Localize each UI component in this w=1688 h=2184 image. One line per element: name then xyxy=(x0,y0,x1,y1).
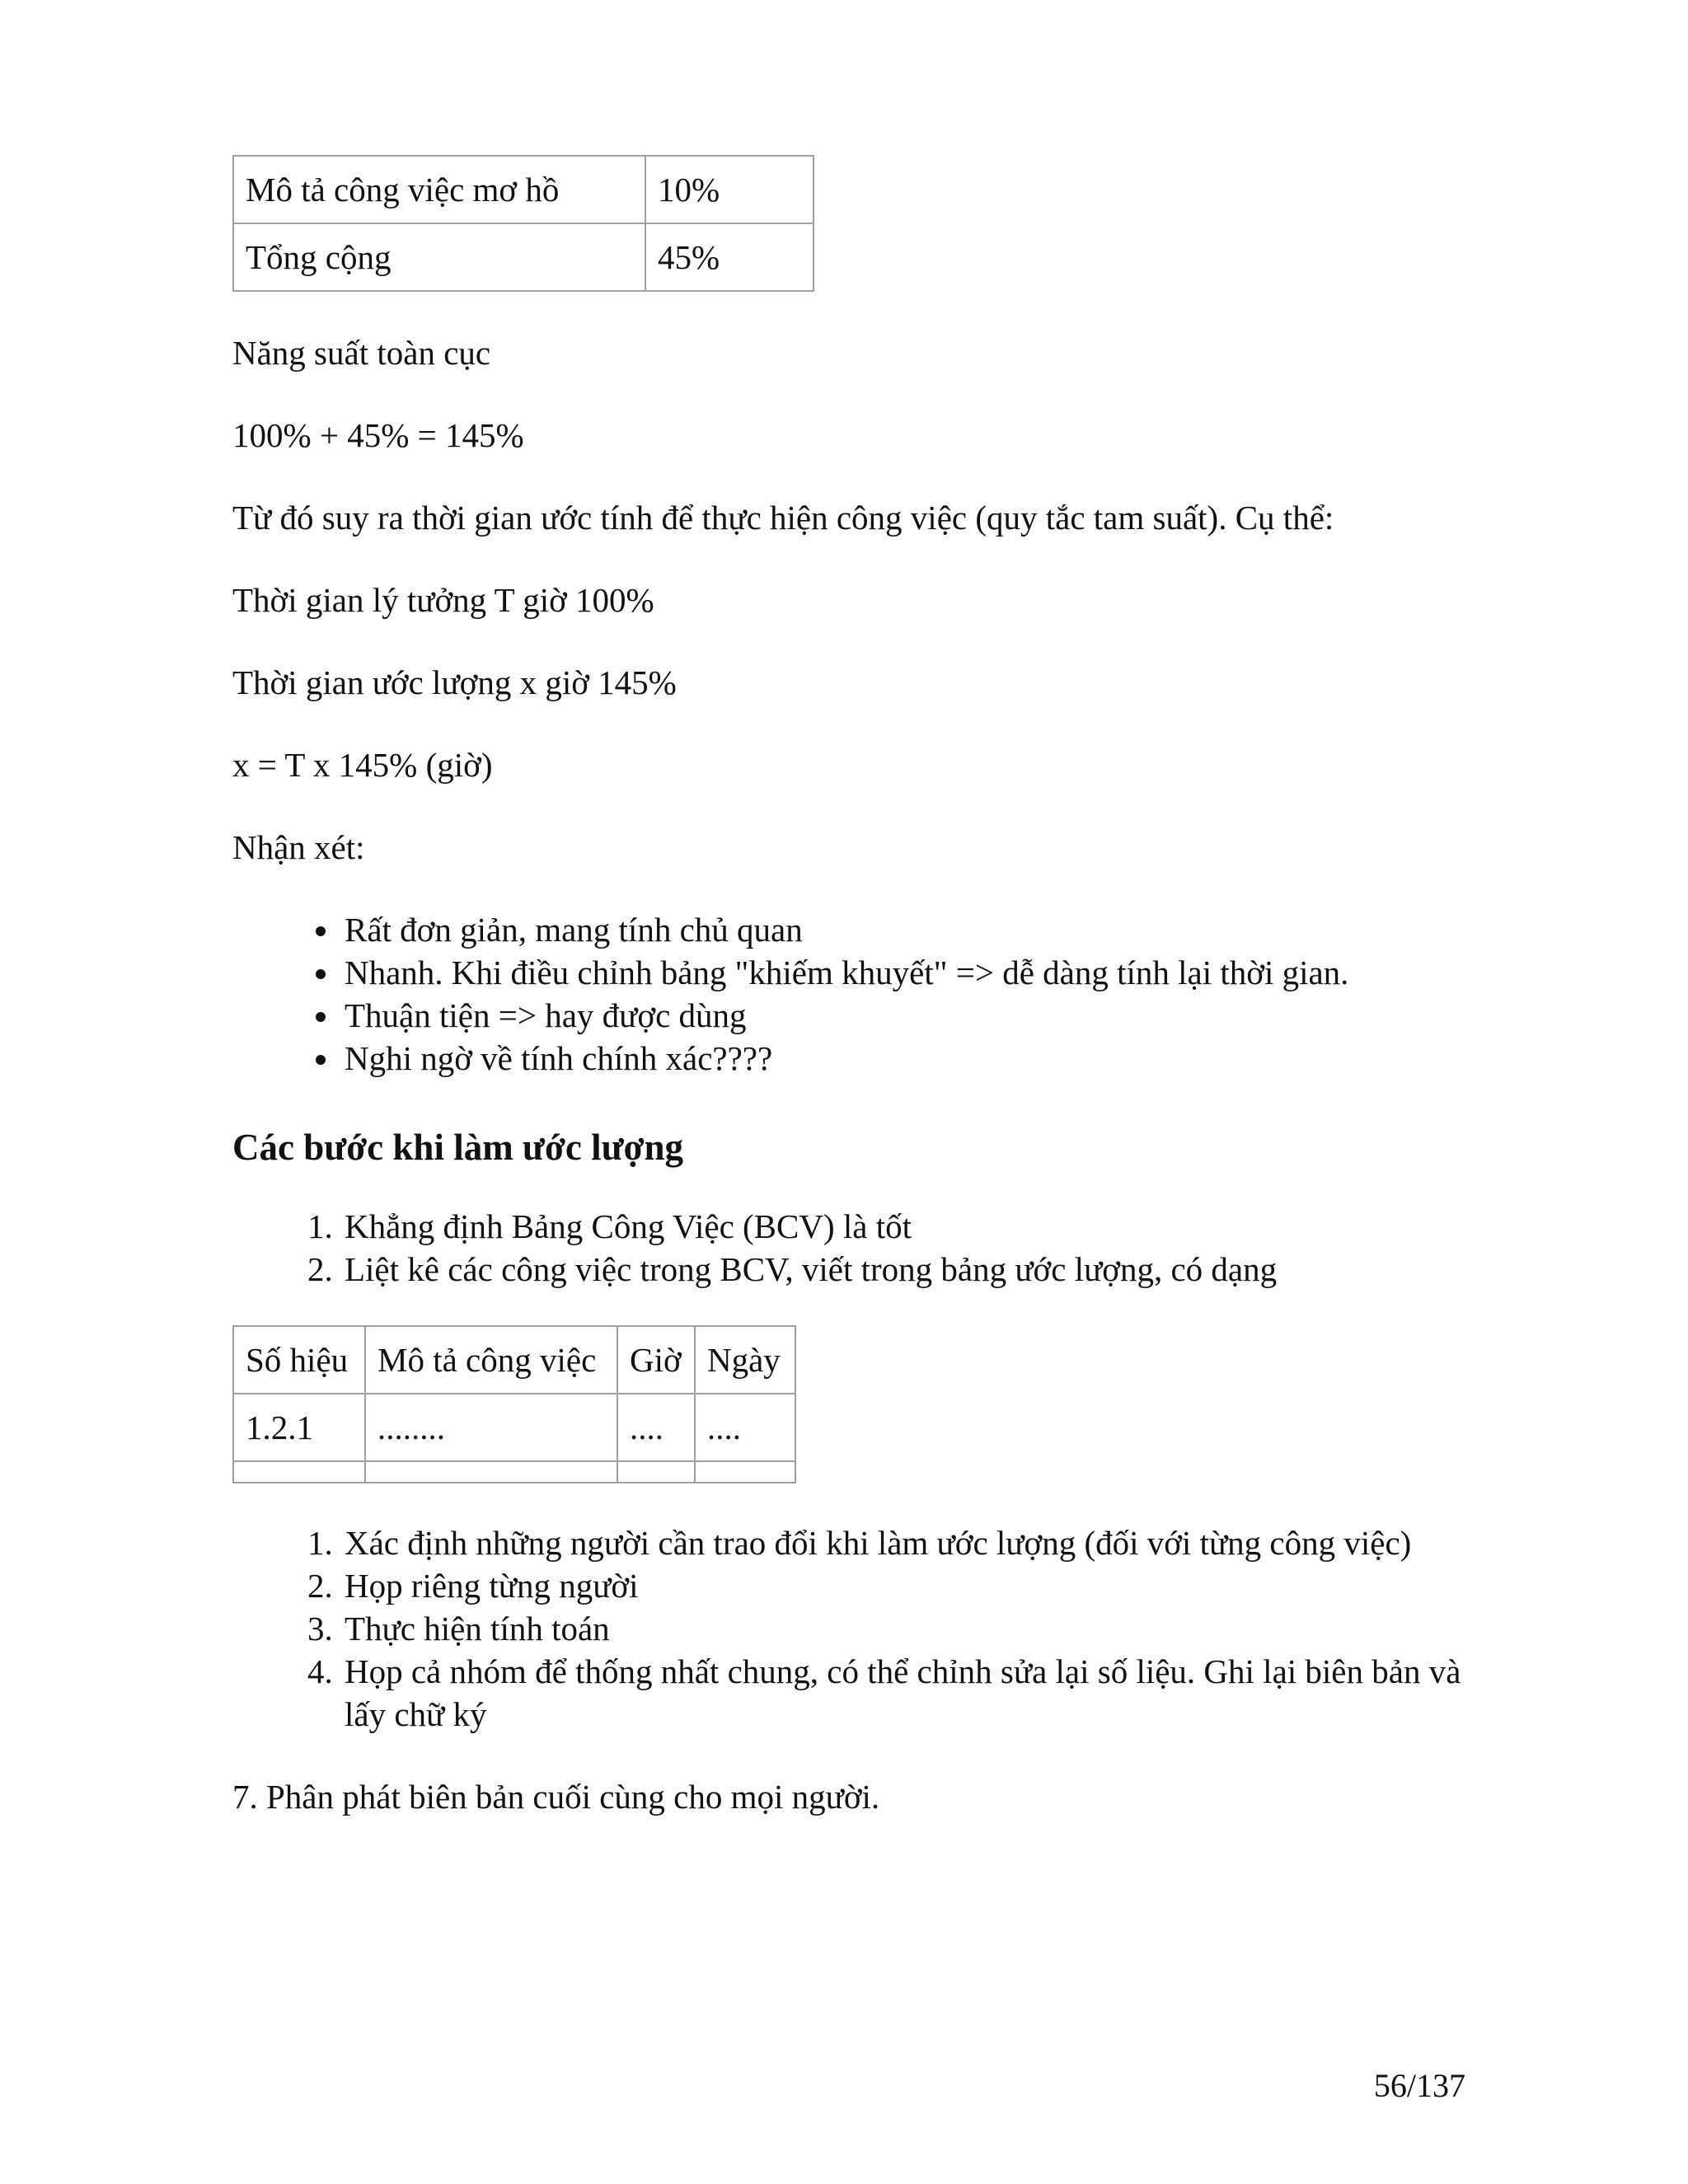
estimate-summary-table xyxy=(232,155,814,292)
steps-list-b xyxy=(232,1521,1485,1736)
table-cell: .... xyxy=(617,1394,695,1461)
table-cell xyxy=(233,1461,365,1483)
table-cell xyxy=(617,1461,695,1483)
column-header: Số hiệu xyxy=(233,1326,365,1394)
table-cell: 45% xyxy=(645,223,814,291)
list-item: 1. Xác định những người cần trao đổi khi làm ước lượng (đối với từng công việc) xyxy=(341,1521,1485,1564)
table-row xyxy=(233,156,814,223)
table-cell: Tổng cộng xyxy=(233,223,645,291)
steps-list-a xyxy=(232,1205,1485,1291)
paragraph-final-step: 7. Phân phát biên bản cuối cùng cho mọi người. xyxy=(232,1778,880,1816)
page-number: 56/137 xyxy=(1373,2067,1465,2104)
paragraph-ideal-time: Thời gian lý tưởng T giờ 100% xyxy=(232,581,654,619)
table-cell xyxy=(365,1461,617,1483)
list-item: • Thuận tiện => hay được dùng xyxy=(341,994,1485,1037)
table-cell: 1.2.1 xyxy=(233,1394,365,1461)
paragraph-remarks-label: Nhận xét: xyxy=(232,828,365,866)
column-header: Giờ xyxy=(617,1326,695,1394)
column-header: Ngày xyxy=(695,1326,795,1394)
list-item: • Nghi ngờ về tính chính xác???? xyxy=(341,1037,1485,1080)
paragraph-derivation: Từ đó suy ra thời gian ước tính để thực hiện công việc (quy tắc tam suất). Cụ thể: xyxy=(232,499,1334,537)
list-item: 1. Khẳng định Bảng Công Việc (BCV) là tốt xyxy=(341,1205,1485,1248)
list-item: 2. Liệt kê các công việc trong BCV, viết trong bảng ước lượng, có dạng xyxy=(341,1248,1485,1291)
column-header: Mô tả công việc xyxy=(365,1326,617,1394)
table-cell: Mô tả công việc mơ hồ xyxy=(233,156,645,223)
section-heading: Các bước khi làm ước lượng xyxy=(232,1127,684,1168)
table-row-empty xyxy=(233,1461,795,1483)
paragraph-estimated-time: Thời gian ước lượng x giờ 145% xyxy=(232,663,677,701)
list-item: 2. Họp riêng từng người xyxy=(341,1564,1485,1607)
paragraph-formula-x: x = T x 145% (giờ) xyxy=(232,746,493,784)
estimation-table xyxy=(232,1325,796,1483)
table-cell: ........ xyxy=(365,1394,617,1461)
table-cell: .... xyxy=(695,1394,795,1461)
list-item: 4. Họp cả nhóm để thống nhất chung, có thể chỉnh sửa lại số liệu. Ghi lại biên bản và lấy chữ ký xyxy=(341,1650,1485,1736)
table-row xyxy=(233,1394,795,1461)
paragraph-global-productivity: Năng suất toàn cục xyxy=(232,334,491,372)
list-item: • Rất đơn giản, mang tính chủ quan xyxy=(341,908,1485,951)
list-item: 3. Thực hiện tính toán xyxy=(341,1607,1485,1650)
remarks-list xyxy=(232,908,1485,1080)
list-item: • Nhanh. Khi điều chỉnh bảng "khiếm khuyết" => dễ dàng tính lại thời gian. xyxy=(341,951,1485,994)
table-row xyxy=(233,223,814,291)
table-cell xyxy=(695,1461,795,1483)
document-page xyxy=(232,155,1485,1818)
table-header-row xyxy=(233,1326,795,1394)
paragraph-formula-sum: 100% + 45% = 145% xyxy=(232,416,524,454)
table-cell: 10% xyxy=(645,156,814,223)
